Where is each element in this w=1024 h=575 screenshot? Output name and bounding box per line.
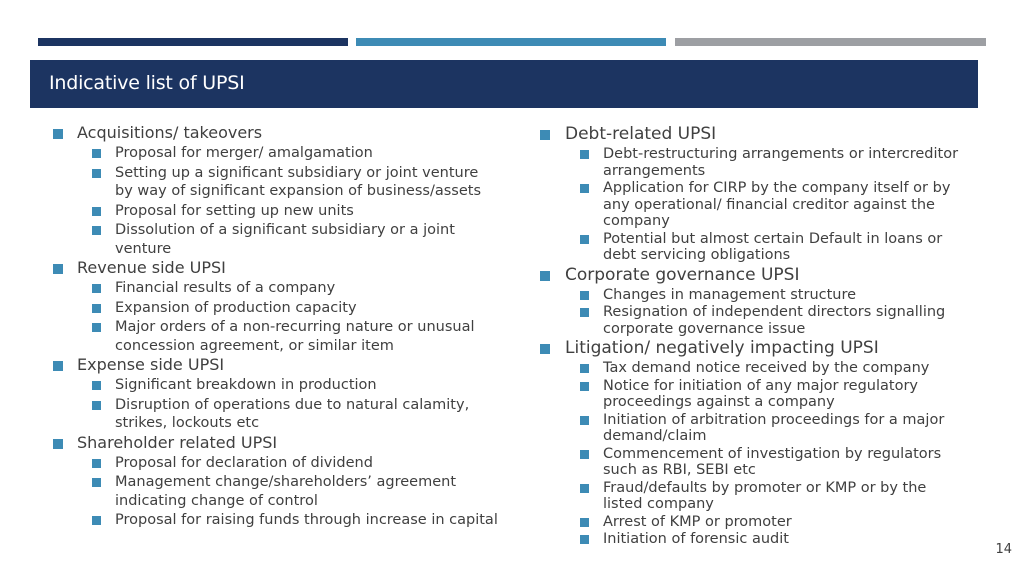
list-item xyxy=(88,202,500,221)
square-bullet-icon xyxy=(580,150,589,159)
list-item-text: Initiation of forensic audit xyxy=(603,531,789,547)
square-bullet-icon xyxy=(53,439,63,449)
accent-bar-navy xyxy=(38,38,348,46)
list-item xyxy=(88,299,500,318)
square-bullet-icon xyxy=(92,207,101,216)
list-item-text: Initiation of arbitration proceedings for a major demand/claim xyxy=(603,411,945,444)
square-bullet-icon xyxy=(580,535,589,544)
sub-bullet-list xyxy=(88,144,500,258)
category-item xyxy=(538,264,968,338)
list-item-text: Management change/shareholders’ agreement indicating change of control xyxy=(115,474,457,509)
square-bullet-icon xyxy=(540,271,550,281)
right-bullet-list xyxy=(538,123,968,548)
list-item-text: Changes in management structure xyxy=(603,286,857,303)
square-bullet-icon xyxy=(92,381,101,390)
category-label: Debt-related UPSI xyxy=(565,124,717,144)
list-item-text: Potential but almost certain Default in loans or debt servicing obligations xyxy=(603,230,943,263)
list-item-text: Arrest of KMP or promoter xyxy=(603,513,792,530)
list-item xyxy=(88,454,500,473)
square-bullet-icon xyxy=(92,304,101,313)
category-item xyxy=(50,355,500,433)
list-item-text: Proposal for setting up new units xyxy=(115,202,354,219)
list-item-text: Notice for initiation of any major regulatory proceedings against a company xyxy=(603,377,919,410)
list-item xyxy=(576,446,968,479)
sub-bullet-list xyxy=(576,360,968,548)
square-bullet-icon xyxy=(92,169,101,178)
list-item-text: Financial results of a company xyxy=(115,280,336,296)
list-item xyxy=(88,279,500,298)
square-bullet-icon xyxy=(53,264,63,274)
list-item xyxy=(576,514,968,531)
list-item xyxy=(88,144,500,163)
list-item xyxy=(576,304,968,337)
square-bullet-icon xyxy=(92,323,101,332)
left-column xyxy=(50,123,500,530)
list-item xyxy=(88,164,500,201)
list-item xyxy=(576,146,968,179)
list-item-text: Tax demand notice received by the company xyxy=(603,360,930,376)
square-bullet-icon xyxy=(92,516,101,525)
square-bullet-icon xyxy=(580,450,589,459)
square-bullet-icon xyxy=(92,149,101,158)
list-item-text: Setting up a significant subsidiary or joint venture by way of significant expansion of business/assets xyxy=(115,164,481,199)
square-bullet-icon xyxy=(580,382,589,391)
accent-bar-blue xyxy=(356,38,666,46)
sub-bullet-list xyxy=(88,376,500,433)
square-bullet-icon xyxy=(580,484,589,493)
list-item xyxy=(576,287,968,304)
sub-bullet-list xyxy=(576,287,968,338)
square-bullet-icon xyxy=(580,308,589,317)
list-item xyxy=(88,318,500,355)
category-label: Litigation/ negatively impacting UPSI xyxy=(565,338,879,358)
list-item xyxy=(88,473,500,510)
list-item-text: Dissolution of a significant subsidiary or a joint venture xyxy=(115,222,455,257)
square-bullet-icon xyxy=(92,478,101,487)
square-bullet-icon xyxy=(92,284,101,293)
sub-bullet-list xyxy=(88,279,500,355)
list-item xyxy=(88,511,500,530)
square-bullet-icon xyxy=(92,226,101,235)
square-bullet-icon xyxy=(580,518,589,527)
list-item xyxy=(88,221,500,258)
title-bar xyxy=(30,60,978,108)
list-item-text: Disruption of operations due to natural calamity, strikes, lockouts etc xyxy=(115,396,470,431)
square-bullet-icon xyxy=(580,364,589,373)
list-item xyxy=(576,360,968,377)
list-item-text: Application for CIRP by the company itself or by any operational/ financial creditor against the company xyxy=(603,180,951,229)
page-number: 14 xyxy=(995,542,1012,557)
square-bullet-icon xyxy=(580,184,589,193)
square-bullet-icon xyxy=(540,130,550,140)
square-bullet-icon xyxy=(580,291,589,300)
list-item-text: Commencement of investigation by regulators such as RBI, SEBI etc xyxy=(603,445,942,478)
list-item xyxy=(576,378,968,411)
square-bullet-icon xyxy=(53,129,63,139)
category-label: Corporate governance UPSI xyxy=(565,264,800,285)
list-item-text: Resignation of independent directors signalling corporate governance issue xyxy=(603,304,946,337)
list-item xyxy=(88,376,500,395)
square-bullet-icon xyxy=(580,235,589,244)
list-item-text: Proposal for declaration of dividend xyxy=(115,454,373,471)
left-bullet-list xyxy=(50,123,500,530)
right-column xyxy=(538,123,968,548)
list-item xyxy=(576,180,968,230)
sub-bullet-list xyxy=(88,454,500,530)
list-item-text: Expansion of production capacity xyxy=(115,299,357,316)
list-item xyxy=(576,531,968,548)
category-item xyxy=(50,433,500,530)
square-bullet-icon xyxy=(540,344,550,354)
square-bullet-icon xyxy=(92,459,101,468)
slide-title: Indicative list of UPSI xyxy=(49,72,245,94)
category-item xyxy=(538,123,968,264)
category-item xyxy=(50,258,500,355)
square-bullet-icon xyxy=(92,401,101,410)
accent-bar-grey xyxy=(675,38,986,46)
list-item-text: Proposal for raising funds through increase in capital xyxy=(115,512,498,528)
list-item-text: Fraud/defaults by promoter or KMP or by the listed company xyxy=(603,479,927,512)
category-label: Expense side UPSI xyxy=(77,355,225,374)
list-item xyxy=(576,231,968,264)
list-item xyxy=(88,396,500,433)
list-item-text: Debt-restructuring arrangements or intercreditor arrangements xyxy=(603,146,959,179)
sub-bullet-list xyxy=(576,146,968,264)
list-item-text: Proposal for merger/ amalgamation xyxy=(115,145,373,161)
list-item xyxy=(576,480,968,513)
category-item xyxy=(50,123,500,258)
square-bullet-icon xyxy=(580,416,589,425)
square-bullet-icon xyxy=(53,361,63,371)
list-item xyxy=(576,412,968,445)
category-item xyxy=(538,337,968,548)
category-label: Shareholder related UPSI xyxy=(77,432,278,452)
list-item-text: Major orders of a non-recurring nature or unusual concession agreement, or similar item xyxy=(115,319,475,354)
list-item-text: Significant breakdown in production xyxy=(115,377,377,393)
category-label: Revenue side UPSI xyxy=(77,258,226,277)
category-label: Acquisitions/ takeovers xyxy=(77,123,263,142)
